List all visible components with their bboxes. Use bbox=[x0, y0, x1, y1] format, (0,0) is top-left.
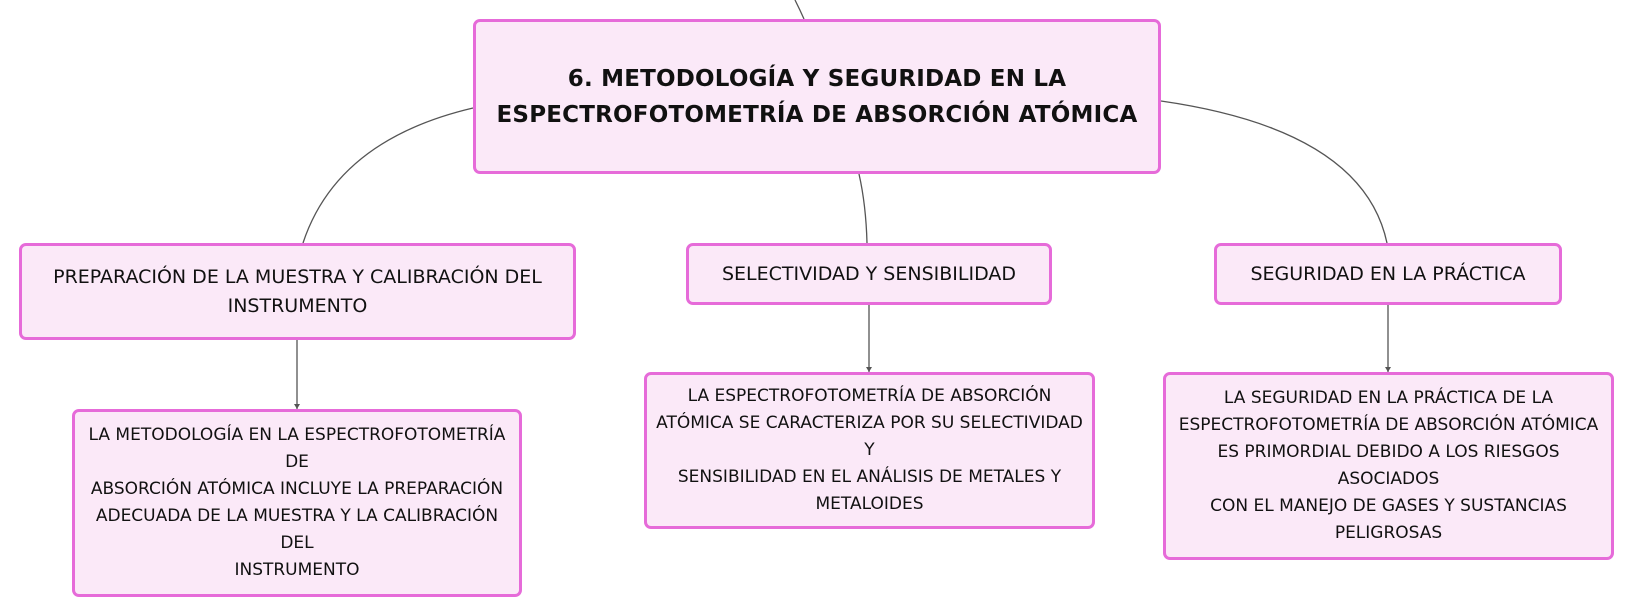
detail-node-seguridad[interactable] bbox=[1163, 372, 1614, 560]
detail-line: LA ESPECTROFOTOMETRÍA DE ABSORCIÓN bbox=[687, 386, 1052, 406]
topic-node-seguridad[interactable] bbox=[1214, 243, 1562, 305]
main-topic-text bbox=[497, 61, 1138, 133]
topic-line: PREPARACIÓN DE LA MUESTRA Y CALIBRACIÓN DEL bbox=[53, 265, 542, 288]
detail-line: ESPECTROFOTOMETRÍA DE ABSORCIÓN ATÓMICA bbox=[1178, 415, 1599, 435]
topic-line: SEGURIDAD EN LA PRÁCTICA bbox=[1250, 262, 1526, 285]
main-topic-node[interactable] bbox=[473, 19, 1161, 174]
connector-parent-to-main bbox=[795, 0, 804, 19]
detail-node-preparacion[interactable] bbox=[72, 409, 522, 597]
detail-text bbox=[81, 422, 513, 584]
main-topic-line-1: 6. METODOLOGÍA Y SEGURIDAD EN LA bbox=[567, 65, 1067, 92]
detail-line: ABSORCIÓN ATÓMICA INCLUYE LA PREPARACIÓN bbox=[90, 479, 504, 499]
connector-main-to-branch-3 bbox=[1161, 101, 1387, 243]
topic-node-preparacion[interactable] bbox=[19, 243, 576, 340]
detail-line: INSTRUMENTO bbox=[234, 560, 360, 580]
detail-line: ATÓMICA SE CARACTERIZA POR SU SELECTIVIDAD Y bbox=[656, 413, 1083, 460]
detail-text bbox=[1172, 385, 1605, 547]
topic-line: SELECTIVIDAD Y SENSIBILIDAD bbox=[721, 262, 1017, 285]
detail-line: LA METODOLOGÍA EN LA ESPECTROFOTOMETRÍA DE bbox=[88, 425, 506, 472]
detail-line: SENSIBILIDAD EN EL ANÁLISIS DE METALES Y bbox=[677, 467, 1062, 487]
detail-line: ADECUADA DE LA MUESTRA Y LA CALIBRACIÓN DEL bbox=[95, 506, 499, 553]
detail-line: PELIGROSAS bbox=[1334, 523, 1443, 543]
connector-main-to-branch-2 bbox=[859, 174, 867, 243]
topic-line: INSTRUMENTO bbox=[227, 294, 368, 317]
detail-line: CON EL MANEJO DE GASES Y SUSTANCIAS bbox=[1210, 496, 1567, 516]
topic-node-selectividad[interactable] bbox=[686, 243, 1052, 305]
connector-main-to-branch-1 bbox=[303, 108, 473, 243]
detail-line: ES PRIMORDIAL DEBIDO A LOS RIESGOS ASOCIADOS bbox=[1217, 442, 1560, 489]
main-topic-line-2: ESPECTROFOTOMETRÍA DE ABSORCIÓN ATÓMICA bbox=[496, 101, 1138, 128]
topic-text bbox=[722, 260, 1016, 289]
topic-text bbox=[1250, 260, 1525, 289]
detail-text bbox=[653, 383, 1086, 518]
topic-text bbox=[53, 263, 542, 321]
detail-node-selectividad[interactable] bbox=[644, 372, 1095, 529]
detail-line: METALOIDES bbox=[815, 494, 924, 514]
detail-line: LA SEGURIDAD EN LA PRÁCTICA DE LA bbox=[1223, 388, 1554, 408]
